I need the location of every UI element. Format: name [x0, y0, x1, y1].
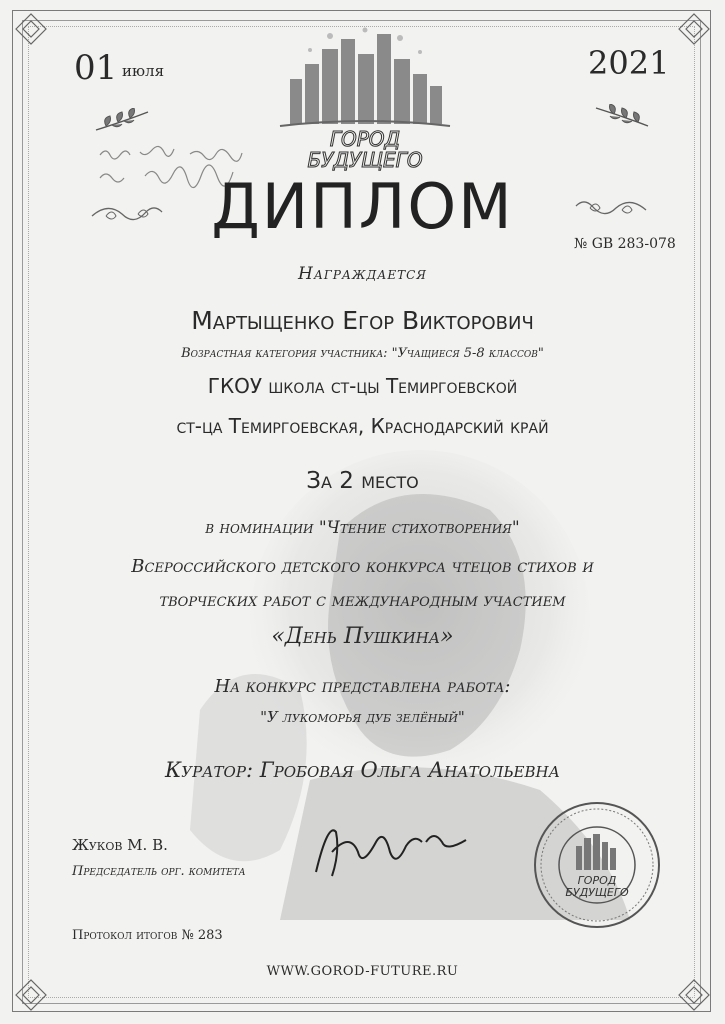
date-day: 01: [74, 48, 118, 88]
leaf-ornament-icon: [92, 108, 152, 134]
corner-ornament-icon: [14, 978, 48, 1012]
corner-ornament-icon: [677, 12, 711, 46]
website-link[interactable]: WWW.GOROD-FUTURE.RU: [266, 964, 459, 979]
signature: [306, 812, 476, 882]
contest-line-1: Всероссийского детского конкурса чтецов стихов и: [131, 556, 594, 577]
chair-title: Председатель орг. комитета: [72, 864, 246, 879]
protocol-number: Протокол итогов № 283: [72, 928, 223, 943]
date-month: июля: [122, 62, 165, 80]
date-year: 2021: [588, 44, 670, 82]
age-category: Возрастная категория участника: "Учащиеся 5-8 классов": [181, 346, 544, 361]
work-title: "У лукоморья дуб зелёный": [260, 708, 465, 726]
work-label: На конкурс представлена работа:: [214, 676, 511, 697]
place-awarded: За 2 место: [306, 468, 419, 494]
contest-name: «День Пушкина»: [271, 624, 454, 649]
organization-seal: [532, 800, 662, 930]
school-line-2: ст-ца Темиргоевская, Краснодарский край: [176, 414, 549, 438]
curator: Куратор: Гробовая Ольга Анатольевна: [165, 758, 560, 782]
gorod-budushchego-logo: [270, 24, 460, 174]
recipient-name: Мартыщенко Егор Викторович: [191, 306, 534, 335]
contest-line-2: творческих работ с международным участием: [159, 590, 566, 611]
diploma-title: ДИПЛОМ: [211, 170, 514, 243]
school-line-1: ГКОУ школа ст-цы Темиргоевской: [207, 374, 518, 398]
awarded-label: Награждается: [298, 264, 427, 284]
corner-ornament-icon: [14, 12, 48, 46]
seal-line2: БУДУЩЕГО: [565, 886, 629, 899]
corner-ornament-icon: [677, 978, 711, 1012]
nomination: в номинации "Чтение стихотворения": [205, 518, 520, 538]
logo-line1: ГОРОД: [329, 127, 401, 151]
logo-line2: БУДУЩЕГО: [307, 148, 423, 172]
leaf-ornament-icon: [592, 104, 652, 130]
seal-line1: ГОРОД: [577, 874, 617, 887]
diploma-number: № GB 283-078: [574, 236, 676, 252]
chair-name: Жуков М. В.: [72, 836, 168, 854]
